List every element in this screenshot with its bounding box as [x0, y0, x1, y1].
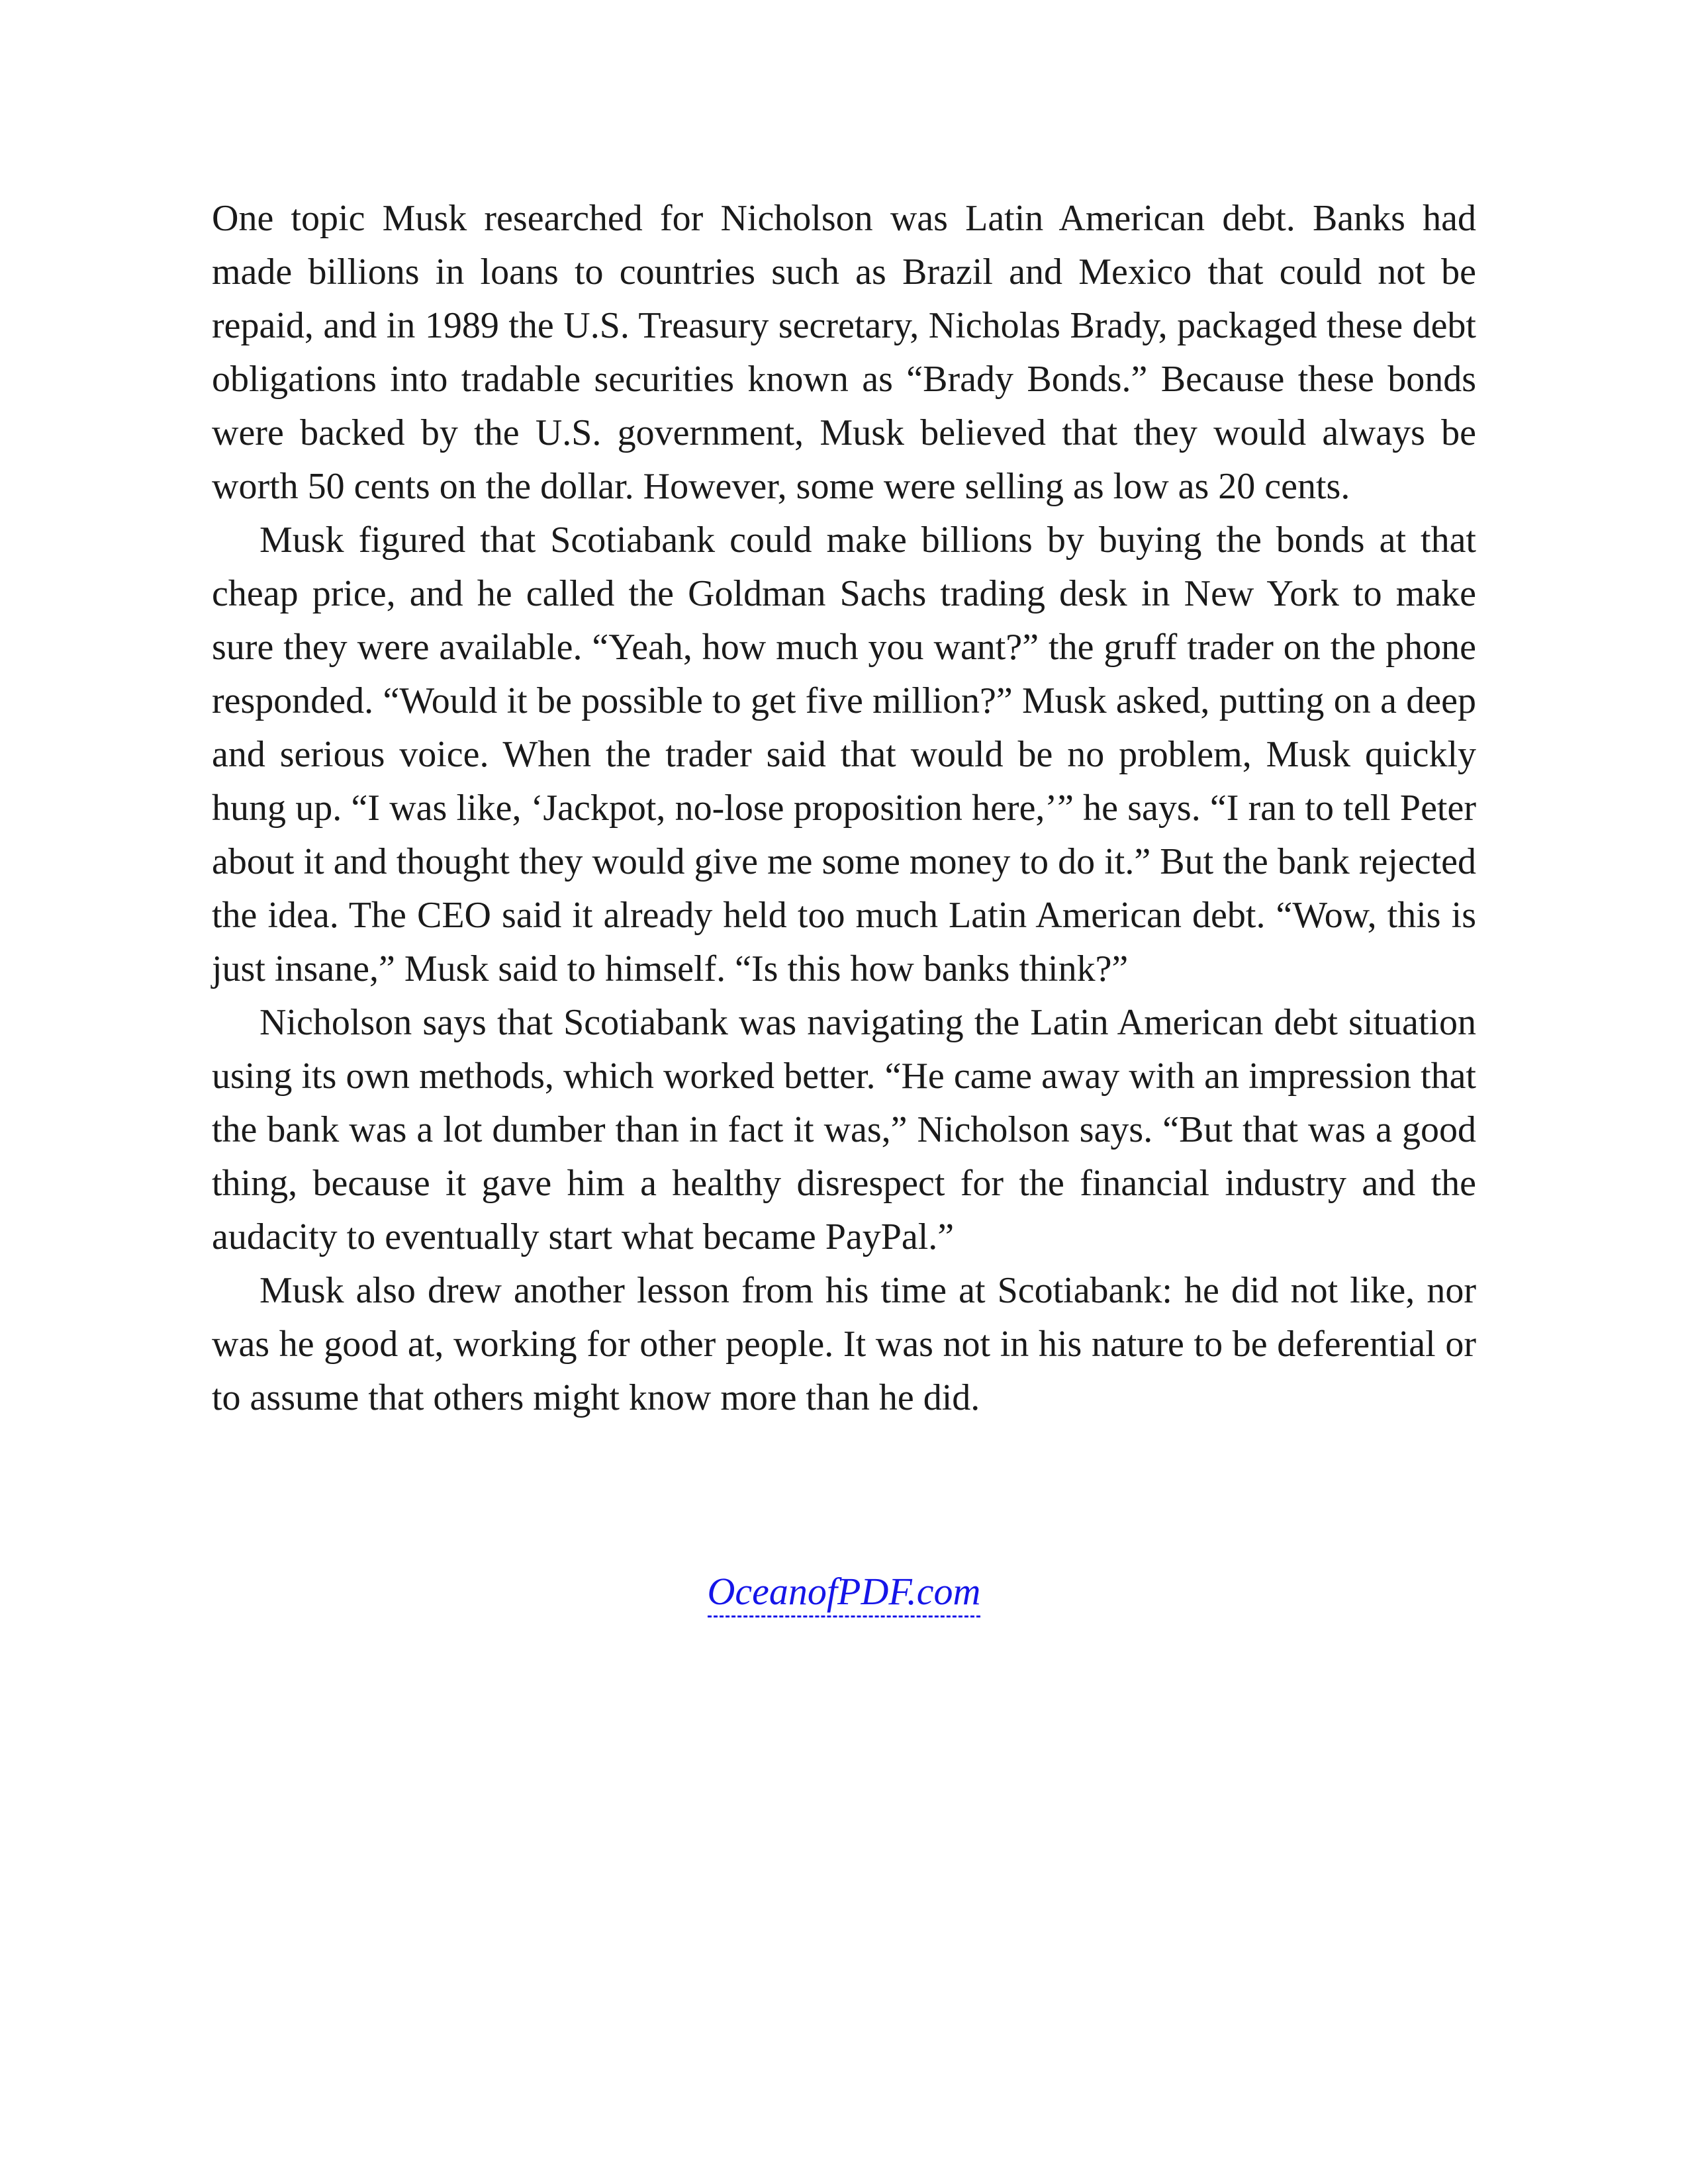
paragraph-latin-american-debt: One topic Musk researched for Nicholson was Latin American debt. Banks had made billions in loans to countries such as Brazil and Mexico that could not be repaid, and in 1989 the U.S. Treasury secretary, Nicholas Brady, packaged these debt obligations into tradable securities known as “Brady Bonds.” Because these bonds were backed by the U.S. government, Musk believed that they would always be worth 50 cents on the dollar. However, some were selling as low as 20 cents.: [212, 198, 1476, 507]
oceanofpdf-link[interactable]: OceanofPDF.com: [708, 1570, 981, 1617]
page-footer: [0, 1569, 1688, 1615]
paragraph-brady-bonds-call: Musk figured that Scotiabank could make billions by buying the bonds at that cheap price, and he called the Goldman Sachs trading desk in New York to make sure they were available. “Yeah, how much you want?” the gruff trader on the phone responded. “Would it be possible to get five million?” Musk asked, putting on a deep and serious voice. When the trader said that would be no problem, Musk quickly hung up. “I was like, ‘Jackpot, no-lose proposition here,’” he says. “I ran to tell Peter about it and thought they would give me some money to do it.” But the bank rejected the idea. The CEO said it already held too much Latin American debt. “Wow, this is just insane,” Musk said to himself. “Is this how banks think?”: [212, 520, 1476, 989]
paragraph-nicholson-view: Nicholson says that Scotiabank was navigating the Latin American debt situation using its own methods, which worked better. “He came away with an impression that the bank was a lot dumber than in fact it was,” Nicholson says. “But that was a good thing, because it gave him a healthy disrespect for the financial industry and the audacity to eventually start what became PayPal.”: [212, 1002, 1476, 1257]
book-page: [212, 192, 1476, 1425]
paragraph-lesson: Musk also drew another lesson from his time at Scotiabank: he did not like, nor was he good at, working for other people. It was not in his nature to be deferential or to assume that others might know more than he did.: [212, 1270, 1476, 1418]
